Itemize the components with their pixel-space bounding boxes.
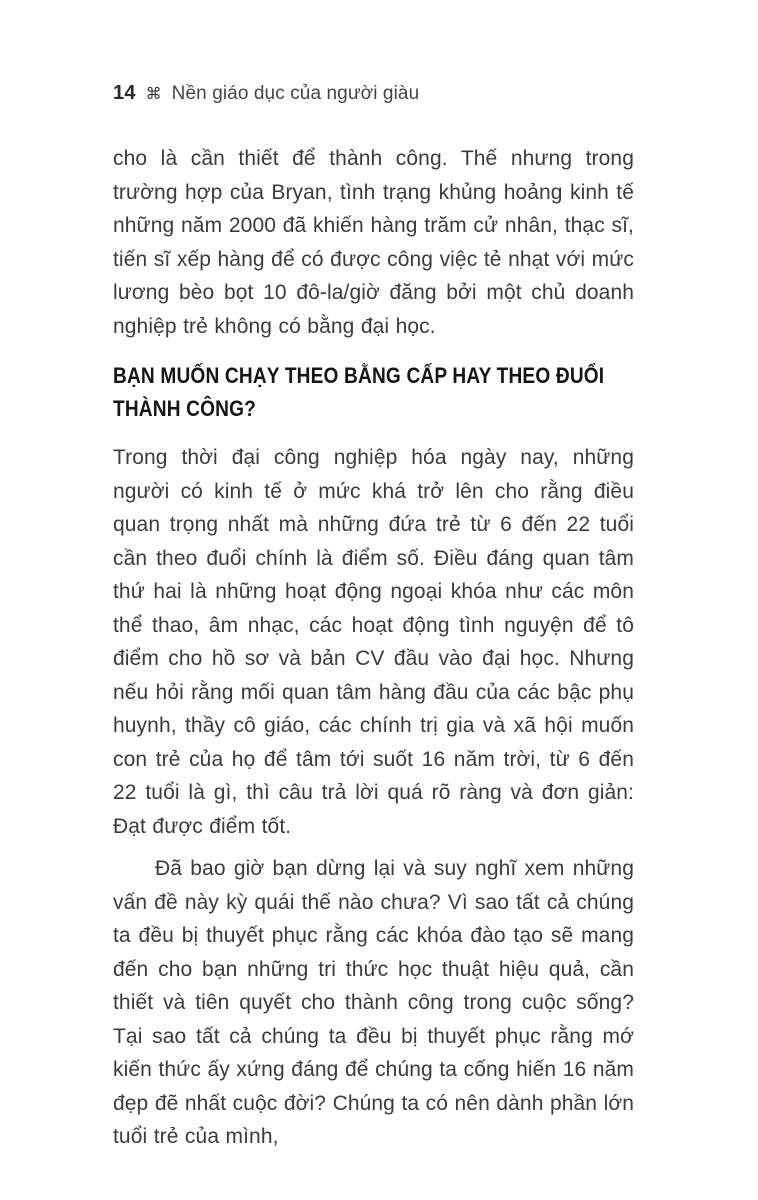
- book-title: Nền giáo dục của người giàu: [171, 82, 420, 104]
- section-heading-text: BẠN MUỐN CHẠY THEO BẰNG CẤP HAY THEO ĐUỔI THÀNH CÔNG?: [113, 363, 605, 421]
- section-heading: [113, 359, 634, 425]
- page-header: [113, 82, 419, 105]
- body-paragraph-continuation: cho là cần thiết để thành công. Thế nhưng trong trường hợp của Bryan, tình trạng khủng hoảng kinh tế những năm 2000 đã khiến hàng trăm cử nhân, thạc sĩ, tiến sĩ xếp hàng để có được công việc tẻ nhạt với mức lương bèo bọt 10 đô-la/giờ đăng bởi một chủ doanh nghiệp trẻ không có bằng đại học.: [113, 147, 634, 338]
- page-number: 14: [113, 82, 136, 104]
- page-body: [113, 142, 634, 1163]
- command-ornament-icon: ⌘: [145, 85, 162, 103]
- body-paragraph-grades: Trong thời đại công nghiệp hóa ngày nay, những người có kinh tế ở mức khá trở lên cho rằng điều quan trọng nhất mà những đứa trẻ từ 6 đến 22 tuổi cần theo đuổi chính là điểm số. Điều đáng quan tâm thứ hai là những hoạt động ngoại khóa như các môn thể thao, âm nhạc, các hoạt động tình nguyện để tô điểm cho hồ sơ và bản CV đầu vào đại học. Nhưng nếu hỏi rằng mối quan tâm hàng đầu của các bậc phụ huynh, thầy cô giáo, các chính trị gia và xã hội muốn con trẻ của họ để tâm tới suốt 16 năm trời, từ 6 đến 22 tuổi là gì, thì câu trả lời quá rõ ràng và đơn giản: Đạt được điểm tốt.: [113, 446, 634, 838]
- body-paragraph-question: Đã bao giờ bạn dừng lại và suy nghĩ xem những vấn đề này kỳ quái thế nào chưa? Vì sao tất cả chúng ta đều bị thuyết phục rằng các khóa đào tạo sẽ mang đến cho bạn những tri thức học thuật hiệu quả, cần thiết và tiên quyết cho thành công trong cuộc sống? Tại sao tất cả chúng ta đều bị thuyết phục rằng mớ kiến thức ấy xứng đáng để chúng ta cống hiến 16 năm đẹp đẽ nhất cuộc đời? Chúng ta có nên dành phần lớn tuổi trẻ của mình,: [113, 857, 634, 1148]
